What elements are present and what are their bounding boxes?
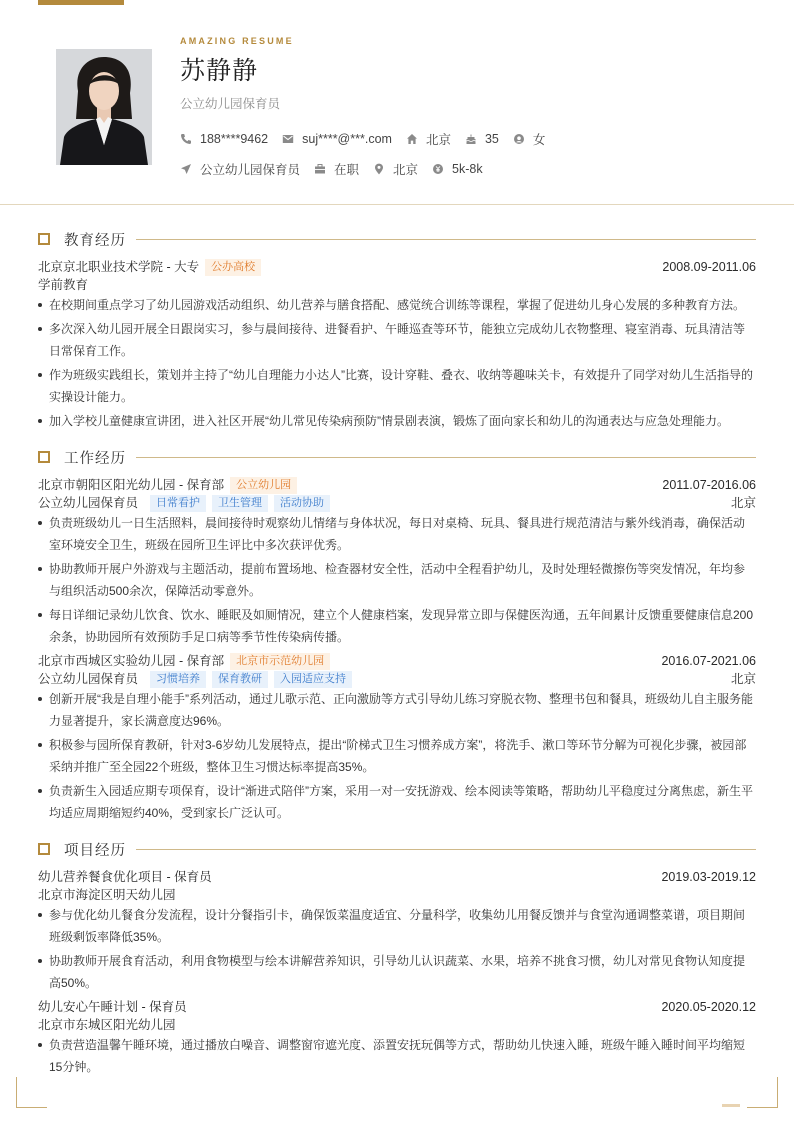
gender-icon bbox=[513, 133, 525, 145]
work-bullets bbox=[38, 688, 756, 824]
intention-city: 北京 bbox=[373, 160, 418, 178]
list-item: 负责营造温馨午睡环境，通过播放白噪音、调整窗帘遮光度、添置安抚玩偶等方式，帮助幼儿快速入睡，班级午睡入睡时间平均缩短15分钟。 bbox=[38, 1034, 756, 1078]
list-item: 积极参与园所保育教研，针对3-6岁幼儿发展特点，提出“阶梯式卫生习惯养成方案”，将洗手、漱口等环节分解为可视化步骤，被园部采纳并推广至全园22个班级，整体卫生习惯达标率提高35%。 bbox=[38, 734, 756, 778]
cake-icon bbox=[465, 133, 477, 145]
resume-body bbox=[38, 228, 756, 1078]
education-section bbox=[38, 228, 756, 432]
work-entry bbox=[38, 652, 756, 824]
work-entry bbox=[38, 476, 756, 648]
candidate-role: 公立幼儿园保育员 bbox=[180, 97, 281, 111]
candidate-name: 苏静静 bbox=[180, 57, 259, 85]
work-date: 2016.07-2021.06 bbox=[661, 654, 756, 668]
list-item: 协助教师开展户外游戏与主题活动，提前布置场地、检查器材安全性，活动中全程看护幼儿，及时处理轻微擦伤等突发情况，年均参与组织活动500余次，保障活动零意外。 bbox=[38, 558, 756, 602]
project-name: 幼儿安心午睡计划 - 保育员 bbox=[38, 1000, 187, 1014]
footer-accent-mark bbox=[722, 1104, 740, 1107]
skill-badge: 习惯培养 bbox=[150, 671, 206, 688]
location-icon bbox=[373, 163, 385, 175]
resume-header bbox=[180, 36, 770, 178]
section-square-icon bbox=[38, 843, 50, 855]
section-square-icon bbox=[38, 451, 50, 463]
briefcase-icon bbox=[314, 163, 326, 175]
project-entry bbox=[38, 998, 756, 1078]
project-section bbox=[38, 838, 756, 1078]
job-position: 公立幼儿园保育员 bbox=[38, 672, 139, 686]
work-bullets bbox=[38, 512, 756, 648]
school-type-badge: 公办高校 bbox=[205, 259, 261, 276]
skill-badge: 日常看护 bbox=[150, 495, 206, 512]
contact-city: 北京 bbox=[406, 130, 451, 148]
intention-salary: 5k-8k bbox=[432, 162, 483, 176]
list-item: 负责班级幼儿一日生活照料，晨间接待时观察幼儿情绪与身体状况，每日对桌椅、玩具、餐具进行规范清洁与紫外线消毒，确保活动室环境安全卫生，班级在园所卫生评比中多次获评优秀。 bbox=[38, 512, 756, 556]
job-position: 公立幼儿园保育员 bbox=[38, 496, 139, 510]
employer-name: 北京市朝阳区阳光幼儿园 - 保育部 bbox=[38, 478, 225, 492]
send-icon bbox=[180, 163, 192, 175]
work-section bbox=[38, 446, 756, 824]
skill-badge: 活动协助 bbox=[274, 495, 330, 512]
list-item: 加入学校儿童健康宣讲团，进入社区开展“幼儿常见传染病预防”情景剧表演，锻炼了面向家长和幼儿的沟通表达与应急处理能力。 bbox=[38, 410, 756, 432]
project-date: 2019.03-2019.12 bbox=[661, 870, 756, 884]
list-item: 多次深入幼儿园开展全日跟岗实习，参与晨间接待、进餐看护、午睡巡查等环节，能独立完成幼儿衣物整理、寝室消毒、玩具清洁等日常保育工作。 bbox=[38, 318, 756, 362]
section-rule bbox=[136, 457, 756, 458]
list-item: 协助教师开展食育活动，利用食物模型与绘本讲解营养知识，引导幼儿认识蔬菜、水果，培养不挑食习惯，幼儿对常见食物认知度提高50%。 bbox=[38, 950, 756, 994]
employer-name: 北京市西城区实验幼儿园 - 保育部 bbox=[38, 654, 225, 668]
school-name: 北京京北职业技术学院 - 大专 bbox=[38, 260, 200, 274]
list-item: 创新开展“我是自理小能手”系列活动，通过儿歌示范、正向激励等方式引导幼儿练习穿脱衣物、整理书包和餐具，班级幼儿自主服务能力显著提升，家长满意度达96%。 bbox=[38, 688, 756, 732]
contact-row bbox=[180, 130, 770, 148]
project-org: 北京市东城区阳光幼儿园 bbox=[38, 1018, 176, 1032]
list-item: 每日详细记录幼儿饮食、饮水、睡眠及如厕情况，建立个人健康档案，发现异常立即与保健医沟通，五年间累计反馈重要健康信息200余条，协助园所有效预防手足口病等季节性传染病传播。 bbox=[38, 604, 756, 648]
employer-type-badge: 公立幼儿园 bbox=[230, 477, 297, 494]
major: 学前教育 bbox=[38, 278, 89, 292]
project-name: 幼儿营养餐食优化项目 - 保育员 bbox=[38, 870, 212, 884]
list-item: 参与优化幼儿餐食分发流程，设计分餐指引卡，确保饭菜温度适宜、分量科学，收集幼儿用餐反馈并与食堂沟通调整菜谱，项目期间班级剩饭率降低35%。 bbox=[38, 904, 756, 948]
corner-decoration-right bbox=[747, 1077, 778, 1108]
section-title: 教育经历 bbox=[38, 228, 756, 250]
contact-age: 35 bbox=[465, 132, 499, 146]
education-entry bbox=[38, 258, 756, 432]
education-date: 2008.09-2011.06 bbox=[662, 260, 756, 274]
work-city: 北京 bbox=[730, 496, 756, 510]
project-bullets bbox=[38, 904, 756, 994]
list-item: 作为班级实践组长，策划并主持了“幼儿自理能力小达人”比赛，设计穿鞋、叠衣、收纳等趣味关卡，有效提升了同学对幼儿生活指导的实操设计能力。 bbox=[38, 364, 756, 408]
salary-icon bbox=[432, 163, 444, 175]
mail-icon bbox=[282, 133, 294, 145]
contact-phone: 188****9462 bbox=[180, 132, 268, 146]
home-icon bbox=[406, 133, 418, 145]
contact-email: suj****@***.com bbox=[282, 132, 392, 146]
work-city: 北京 bbox=[730, 672, 756, 686]
intention-position: 公立幼儿园保育员 bbox=[180, 160, 300, 178]
project-org: 北京市海淀区明天幼儿园 bbox=[38, 888, 176, 902]
profile-photo bbox=[56, 49, 152, 165]
work-date: 2011.07-2016.06 bbox=[662, 478, 756, 492]
header-divider bbox=[0, 204, 794, 205]
intention-row bbox=[180, 160, 770, 178]
corner-decoration-left bbox=[16, 1077, 47, 1108]
education-bullets bbox=[38, 294, 756, 432]
section-title: 工作经历 bbox=[38, 446, 756, 468]
section-title: 项目经历 bbox=[38, 838, 756, 860]
resume-tagline: AMAZING RESUME bbox=[180, 36, 294, 46]
skill-badge: 卫生管理 bbox=[212, 495, 268, 512]
contact-gender: 女 bbox=[513, 130, 546, 148]
project-entry bbox=[38, 868, 756, 994]
skill-badge: 保育教研 bbox=[212, 671, 268, 688]
section-rule bbox=[136, 239, 756, 240]
list-item: 在校期间重点学习了幼儿园游戏活动组织、幼儿营养与膳食搭配、感觉统合训练等课程，掌握了促进幼儿身心发展的多种教育方法。 bbox=[38, 294, 756, 316]
section-rule bbox=[136, 849, 756, 850]
intention-status: 在职 bbox=[314, 160, 359, 178]
project-bullets bbox=[38, 1034, 756, 1078]
phone-icon bbox=[180, 133, 192, 145]
skill-badge: 入园适应支持 bbox=[274, 671, 352, 688]
list-item: 负责新生入园适应期专项保育，设计“渐进式陪伴”方案，采用一对一安抚游戏、绘本阅读等策略，帮助幼儿平稳度过分离焦虑，新生平均适应周期缩短约40%，受到家长广泛认可。 bbox=[38, 780, 756, 824]
section-square-icon bbox=[38, 233, 50, 245]
employer-type-badge: 北京市示范幼儿园 bbox=[230, 653, 330, 670]
top-accent-bar bbox=[38, 0, 124, 5]
project-date: 2020.05-2020.12 bbox=[661, 1000, 756, 1014]
